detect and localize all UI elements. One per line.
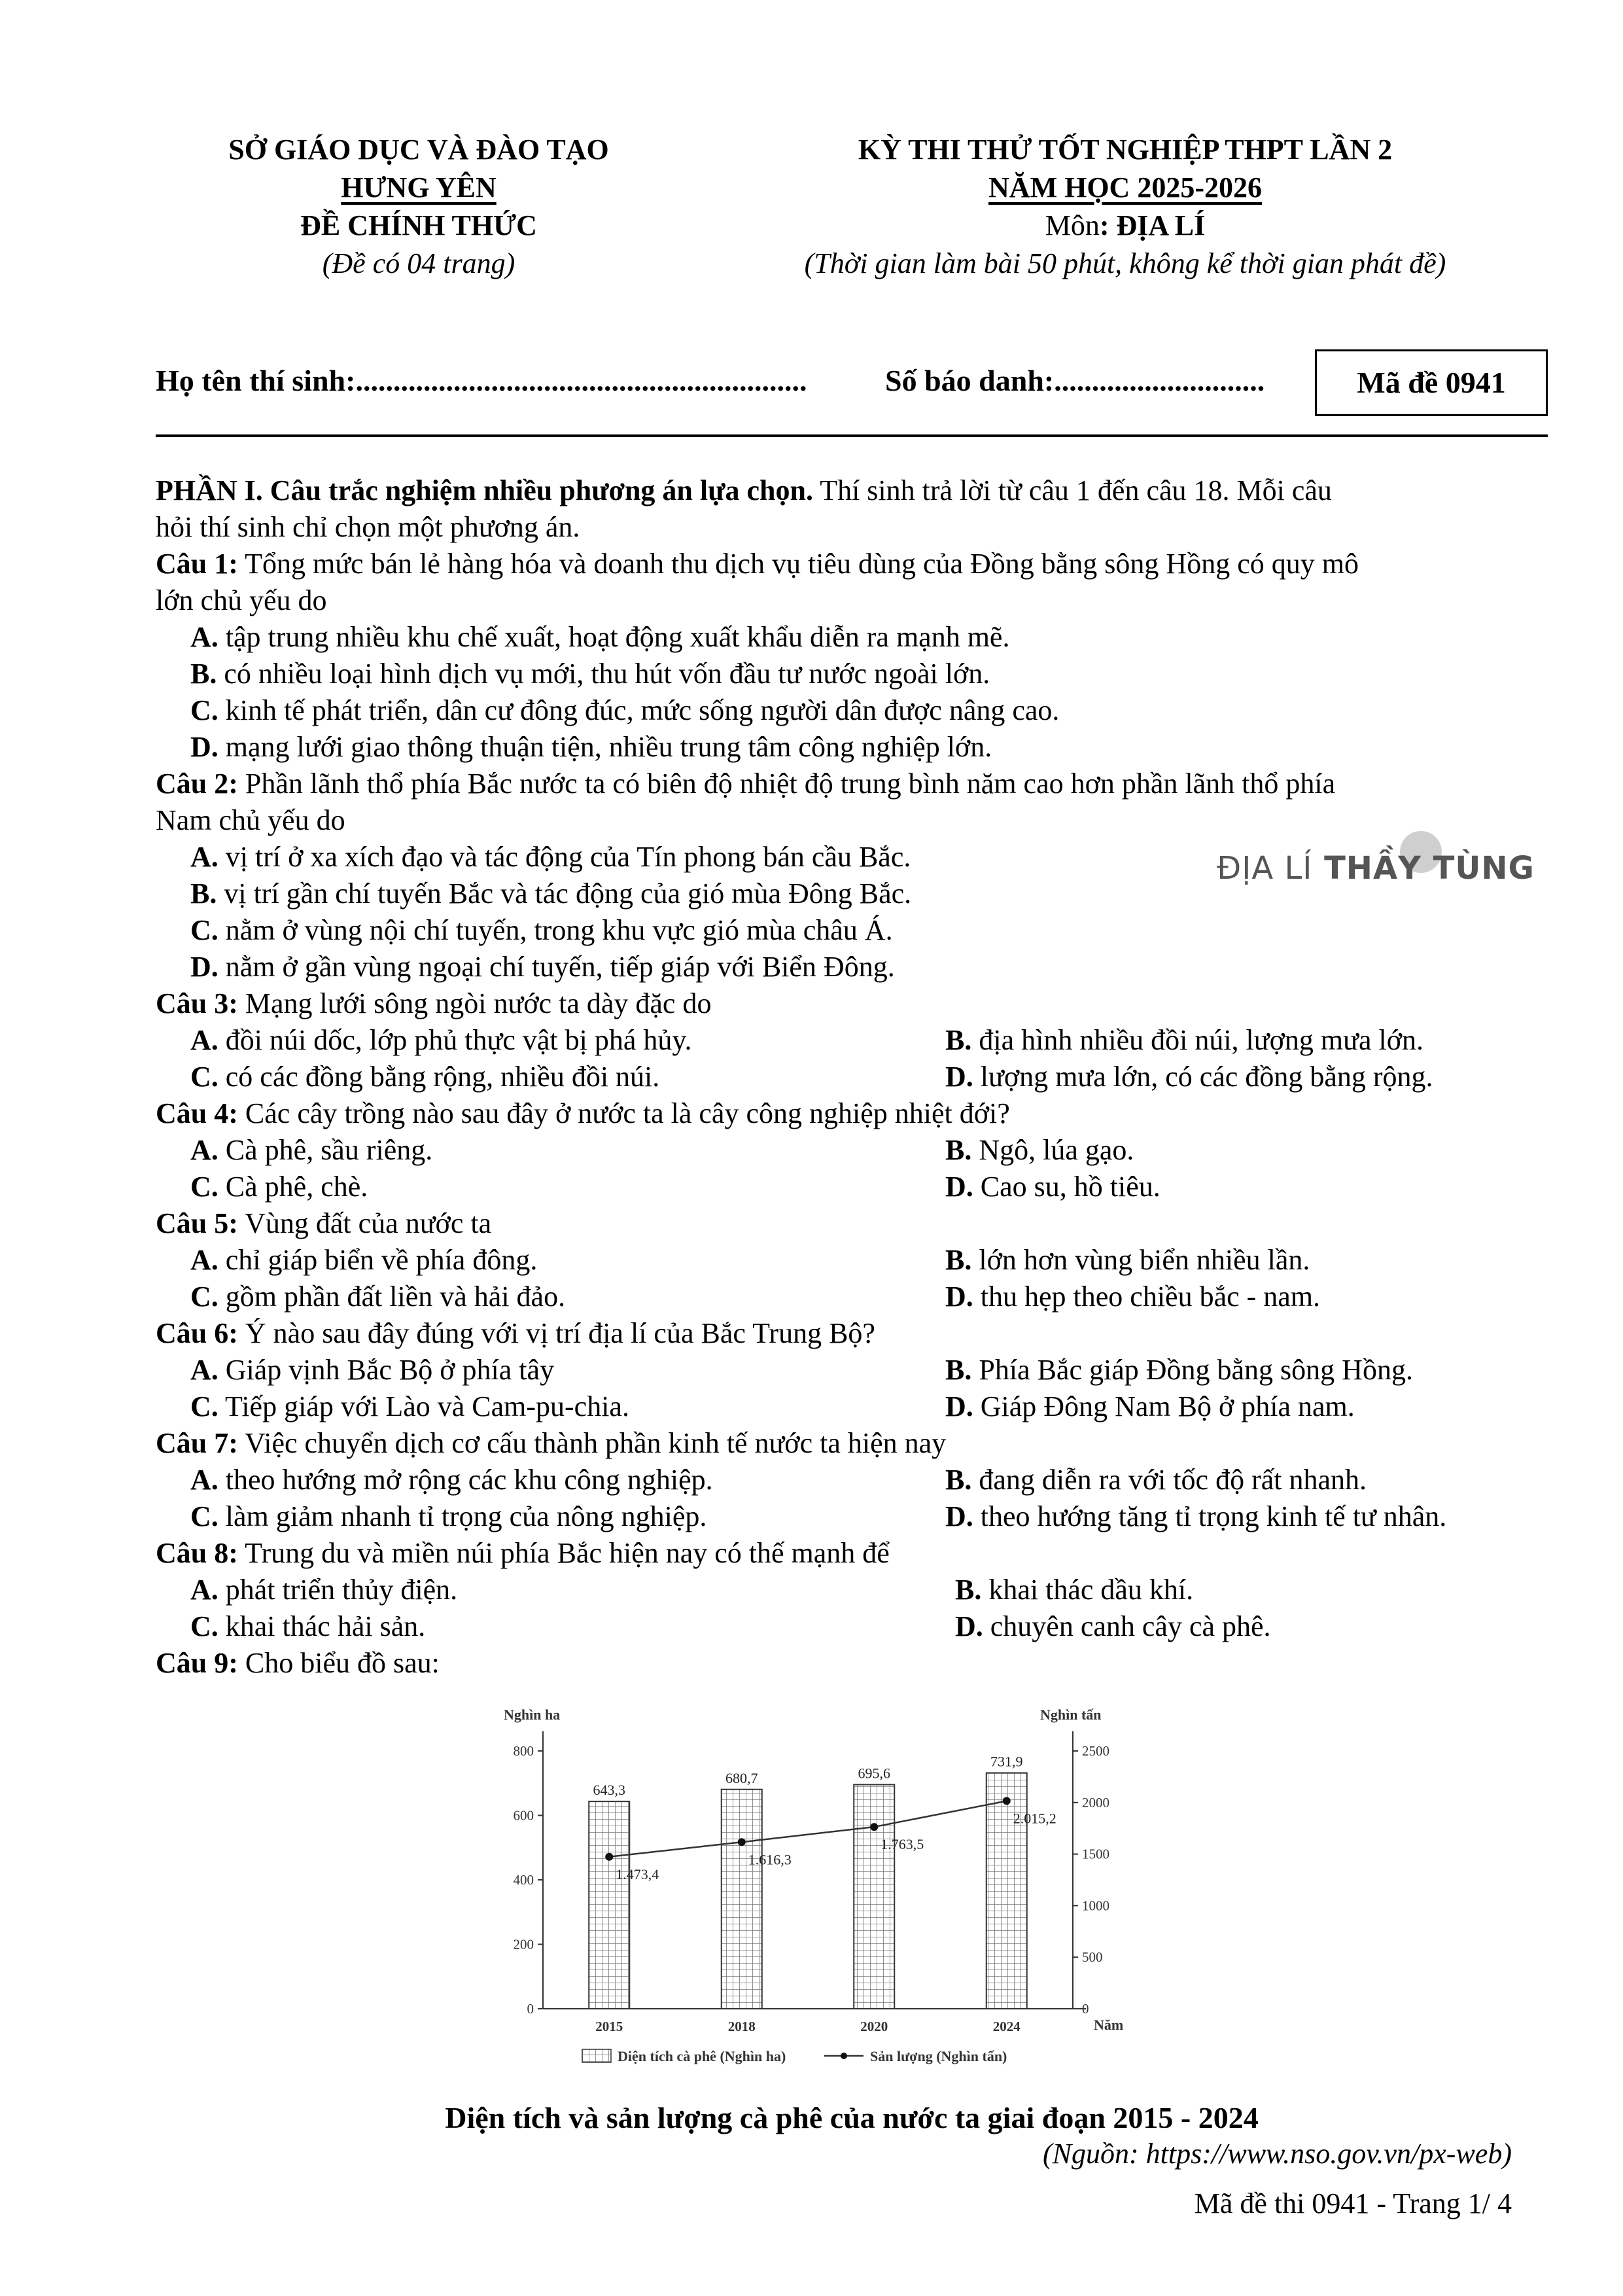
y-right-label: Nghìn tấn	[1040, 1706, 1102, 1723]
school-year	[733, 169, 1518, 207]
watermark-logo	[1217, 849, 1535, 887]
question-2-cont: Nam chủ yếu do	[156, 804, 345, 836]
bar-2024	[986, 1773, 1027, 2009]
option-key: B.	[955, 1574, 982, 1606]
question-text: Việc chuyển dịch cơ cấu thành phần kinh tế nước ta hiện nay	[237, 1427, 947, 1459]
bar-value-label: 695,6	[858, 1765, 890, 1782]
option-text: làm giảm nhanh tỉ trọng của nông nghiệp.	[218, 1500, 707, 1532]
x-tick-label: 2018	[727, 2019, 756, 2034]
exam-title: KỲ THI THỬ TỐT NGHIỆP THPT LẦN 2	[858, 133, 1393, 166]
production-point	[1003, 1797, 1011, 1805]
question-text: Trung du và miền núi phía Bắc hiện nay có thế mạnh để	[237, 1537, 890, 1569]
option-key: B.	[945, 1464, 972, 1496]
bar-2018	[722, 1790, 762, 2009]
province-name	[131, 169, 707, 207]
option-3d[interactable]	[945, 1059, 1433, 1095]
option-key: D.	[945, 1280, 973, 1313]
page-footer: Mã đề thi 0941 - Trang 1/ 4	[1194, 2187, 1512, 2219]
option-2c[interactable]	[190, 912, 893, 949]
question-8	[156, 1535, 890, 1572]
subject-name: : ĐỊA LÍ	[1099, 209, 1206, 241]
production-value-label: 1.473,4	[616, 1865, 659, 1882]
question-text: Mạng lưới sông ngòi nước ta dày đặc do	[237, 987, 712, 1019]
option-2b[interactable]	[190, 875, 911, 912]
question-text: Tổng mức bán lẻ hàng hóa và doanh thu dịch vụ tiêu dùng của Đồng bằng sông Hồng có quy mô	[237, 548, 1359, 580]
option-1b[interactable]	[190, 656, 990, 692]
option-text: vị trí ở xa xích đạo và tác động của Tín phong bán cầu Bắc.	[218, 841, 911, 873]
question-label: Câu 1:	[156, 548, 238, 580]
coffee-chart	[471, 1695, 1191, 2087]
legend-line-marker	[841, 2053, 847, 2059]
question-6	[156, 1315, 875, 1352]
option-text: kinh tế phát triển, dân cư đông đúc, mức sống người dân được nâng cao.	[218, 694, 1060, 726]
legend-bar-label: Diện tích cà phê (Nghìn ha)	[618, 2048, 786, 2064]
option-6b[interactable]	[945, 1352, 1413, 1388]
option-key: A.	[190, 1354, 218, 1386]
option-key: D.	[190, 731, 218, 763]
part1-intro-line1	[156, 472, 1332, 509]
question-label: Câu 5:	[156, 1207, 238, 1239]
option-3a[interactable]	[190, 1022, 692, 1059]
option-key: A.	[190, 1134, 218, 1166]
option-3b[interactable]	[945, 1022, 1423, 1059]
part1-intro-line2: hỏi thí sinh chỉ chọn một phương án.	[156, 511, 580, 543]
chart-source: (Nguồn: https://www.nso.gov.vn/px-web)	[1043, 2138, 1512, 2170]
department-name: SỞ GIÁO DỤC VÀ ĐÀO TẠO	[228, 133, 609, 166]
option-key: A.	[190, 621, 218, 653]
option-text: đang diễn ra với tốc độ rất nhanh.	[971, 1464, 1367, 1496]
option-text: chỉ giáp biển về phía đông.	[218, 1244, 538, 1276]
option-3c[interactable]	[190, 1059, 659, 1095]
time-note: (Thời gian làm bài 50 phút, không kể thời gian phát đề)	[804, 247, 1446, 279]
part1-intro-a: Thí sinh trả lời từ câu 1 đến câu 18. Mỗi câu	[813, 474, 1332, 506]
option-1d[interactable]	[190, 729, 992, 766]
subject-line	[733, 207, 1518, 245]
bar-value-label: 643,3	[593, 1782, 625, 1799]
option-4a[interactable]	[190, 1132, 432, 1169]
option-key: D.	[945, 1500, 973, 1532]
left-tick-label: 200	[513, 1936, 534, 1952]
option-text: Giáp vịnh Bắc Bộ ở phía tây	[218, 1354, 555, 1386]
option-1c[interactable]	[190, 692, 1059, 729]
question-3	[156, 985, 711, 1022]
option-text: Cao su, hồ tiêu.	[973, 1171, 1161, 1203]
option-8a[interactable]	[190, 1572, 457, 1608]
option-key: B.	[190, 877, 217, 910]
option-text: lớn hơn vùng biển nhiều lần.	[971, 1244, 1310, 1276]
right-tick-label: 2000	[1082, 1794, 1109, 1810]
option-key: D.	[190, 951, 218, 983]
option-text: nằm ở gần vùng ngoại chí tuyến, tiếp giáp với Biển Đông.	[218, 951, 895, 983]
option-text: khai thác hải sản.	[218, 1610, 426, 1642]
school-year-text: NĂM HỌC 2025-2026	[988, 171, 1262, 203]
question-5	[156, 1205, 491, 1242]
option-text: Giáp Đông Nam Bộ ở phía nam.	[973, 1390, 1355, 1422]
bar-value-label: 680,7	[725, 1769, 758, 1786]
header-divider	[156, 434, 1548, 437]
option-key: C.	[190, 1171, 218, 1203]
right-tick-label: 1500	[1082, 1846, 1109, 1862]
production-value-label: 2.015,2	[1013, 1810, 1056, 1827]
option-text: địa hình nhiều đồi núi, lượng mưa lớn.	[971, 1024, 1423, 1056]
option-key: C.	[190, 914, 218, 946]
option-6d[interactable]	[945, 1388, 1355, 1425]
option-key: A.	[190, 1464, 218, 1496]
left-tick-label: 0	[527, 2001, 534, 2017]
option-text: lượng mưa lớn, có các đồng bằng rộng.	[973, 1061, 1433, 1093]
question-label: Câu 3:	[156, 987, 238, 1019]
option-6a[interactable]	[190, 1352, 554, 1388]
option-key: B.	[945, 1134, 972, 1166]
production-point	[870, 1823, 878, 1831]
pages-note: (Đề có 04 trang)	[322, 247, 515, 279]
option-key: D.	[945, 1061, 973, 1093]
bar-value-label: 731,9	[990, 1753, 1023, 1770]
question-text: Cho biểu đồ sau:	[237, 1647, 440, 1679]
production-point	[738, 1838, 746, 1846]
right-tick-label: 500	[1082, 1949, 1103, 1966]
right-tick-label: 0	[1082, 2001, 1089, 2017]
candidate-name-field: Họ tên thí sinh:............................................................	[156, 364, 807, 397]
question-9	[156, 1645, 440, 1682]
official-label: ĐỀ CHÍNH THỨC	[300, 209, 537, 241]
option-7d[interactable]	[945, 1498, 1446, 1535]
question-label: Câu 9:	[156, 1647, 238, 1679]
left-tick-label: 400	[513, 1872, 534, 1888]
option-key: C.	[190, 1610, 218, 1642]
question-1-cont: lớn chủ yếu do	[156, 584, 327, 616]
production-point	[605, 1853, 613, 1861]
production-line	[609, 1801, 1007, 1856]
option-key: D.	[945, 1390, 973, 1422]
option-7a[interactable]	[190, 1462, 713, 1498]
option-8b[interactable]	[955, 1572, 1193, 1608]
option-2d[interactable]	[190, 949, 895, 985]
option-7c[interactable]	[190, 1498, 707, 1535]
option-4b[interactable]	[945, 1132, 1134, 1169]
option-key: A.	[190, 1574, 218, 1606]
question-7	[156, 1425, 946, 1462]
option-key: A.	[190, 1244, 218, 1276]
subject-prefix: Môn	[1045, 209, 1100, 241]
option-key: C.	[190, 1280, 218, 1313]
option-key: B.	[945, 1024, 972, 1056]
option-text: Tiếp giáp với Lào và Cam-pu-chia.	[218, 1390, 629, 1422]
question-text: Các cây trồng nào sau đây ở nước ta là cây công nghiệp nhiệt đới?	[237, 1097, 1010, 1129]
option-text: gồm phần đất liền và hải đảo.	[218, 1280, 566, 1313]
option-text: nằm ở vùng nội chí tuyến, trong khu vực gió mùa châu Á.	[218, 914, 893, 946]
legend-line-label: Sản lượng (Nghìn tấn)	[870, 2048, 1007, 2064]
question-label: Câu 7:	[156, 1427, 238, 1459]
option-key: C.	[190, 1061, 218, 1093]
x-axis-unit: Năm	[1094, 2017, 1124, 2033]
option-key: C.	[190, 1500, 218, 1532]
province-name-text: HƯNG YÊN	[341, 171, 497, 203]
option-text: phát triển thủy điện.	[218, 1574, 458, 1606]
option-key: D.	[955, 1610, 983, 1642]
question-label: Câu 2:	[156, 768, 238, 800]
option-text: khai thác dầu khí.	[981, 1574, 1194, 1606]
option-text: có nhiều loại hình dịch vụ mới, thu hút vốn đầu tư nước ngoài lớn.	[217, 658, 990, 690]
option-7b[interactable]	[945, 1462, 1367, 1498]
question-2	[156, 766, 1335, 802]
watermark-part-a: ĐỊA LÍ	[1217, 850, 1313, 887]
exam-code-box: Mã đề 0941	[1315, 349, 1548, 416]
option-text: tập trung nhiều khu chế xuất, hoạt động xuất khẩu diễn ra mạnh mẽ.	[218, 621, 1010, 653]
option-text: theo hướng mở rộng các khu công nghiệp.	[218, 1464, 713, 1496]
question-text: Vùng đất của nước ta	[237, 1207, 492, 1239]
option-key: C.	[190, 1390, 218, 1422]
option-text: có các đồng bằng rộng, nhiều đồi núi.	[218, 1061, 660, 1093]
part1-title: PHẦN I. Câu trắc nghiệm nhiều phương án lựa chọn.	[156, 474, 813, 506]
question-text: Phần lãnh thổ phía Bắc nước ta có biên độ nhiệt độ trung bình năm cao hơn phần lãnh thổ phía	[237, 768, 1336, 800]
x-tick-label: 2024	[992, 2019, 1021, 2034]
right-tick-label: 2500	[1082, 1743, 1109, 1759]
option-2a[interactable]	[190, 839, 911, 875]
left-tick-label: 800	[513, 1743, 534, 1759]
question-label: Câu 6:	[156, 1317, 238, 1349]
option-8d[interactable]	[955, 1608, 1271, 1645]
option-key: A.	[190, 1024, 218, 1056]
option-text: Ngô, lúa gạo.	[971, 1134, 1134, 1166]
y-left-label: Nghìn ha	[504, 1706, 561, 1723]
option-text: theo hướng tăng tỉ trọng kinh tế tư nhân.	[973, 1500, 1447, 1532]
option-key: D.	[945, 1171, 973, 1203]
option-key: C.	[190, 694, 218, 726]
x-tick-label: 2015	[595, 2019, 623, 2034]
question-label: Câu 4:	[156, 1097, 238, 1129]
question-label: Câu 8:	[156, 1537, 238, 1569]
production-value-label: 1.763,5	[881, 1836, 924, 1853]
option-5c[interactable]	[190, 1279, 565, 1315]
option-text: Phía Bắc giáp Đồng bằng sông Hồng.	[971, 1354, 1413, 1386]
option-text: Cà phê, chè.	[218, 1171, 368, 1203]
right-tick-label: 1000	[1082, 1898, 1109, 1914]
option-key: A.	[190, 841, 218, 873]
legend-bar-swatch	[582, 2049, 611, 2062]
option-5b[interactable]	[945, 1242, 1310, 1279]
option-text: mạng lưới giao thông thuận tiện, nhiều trung tâm công nghiệp lớn.	[218, 731, 992, 763]
question-4	[156, 1095, 1010, 1132]
bar-2015	[589, 1801, 629, 2009]
option-text: chuyên canh cây cà phê.	[983, 1610, 1271, 1642]
production-value-label: 1.616,3	[748, 1851, 792, 1868]
option-text: thu hẹp theo chiều bắc - nam.	[973, 1280, 1321, 1313]
candidate-id-field: Số báo danh:............................	[885, 364, 1265, 397]
option-4c[interactable]	[190, 1169, 368, 1205]
watermark-part-b: THẦY TÙNG	[1324, 850, 1535, 887]
option-key: B.	[190, 658, 217, 690]
option-5a[interactable]	[190, 1242, 537, 1279]
x-tick-label: 2020	[860, 2019, 888, 2034]
option-1a[interactable]	[190, 619, 1009, 656]
chart-title: Diện tích và sản lượng cà phê của nước ta giai đoạn 2015 - 2024	[445, 2101, 1259, 2134]
option-key: B.	[945, 1244, 972, 1276]
option-text: vị trí gần chí tuyến Bắc và tác động của gió mùa Đông Bắc.	[217, 877, 912, 910]
left-tick-label: 600	[513, 1807, 534, 1824]
option-text: Cà phê, sầu riêng.	[218, 1134, 433, 1166]
option-text: đồi núi dốc, lớp phủ thực vật bị phá hủy.	[218, 1024, 692, 1056]
bar-2020	[854, 1784, 894, 2009]
option-key: B.	[945, 1354, 972, 1386]
question-1	[156, 546, 1359, 582]
option-5d[interactable]	[945, 1279, 1320, 1315]
option-4d[interactable]	[945, 1169, 1161, 1205]
option-8c[interactable]	[190, 1608, 425, 1645]
option-6c[interactable]	[190, 1388, 629, 1425]
question-text: Ý nào sau đây đúng với vị trí địa lí của Bắc Trung Bộ?	[237, 1317, 875, 1349]
